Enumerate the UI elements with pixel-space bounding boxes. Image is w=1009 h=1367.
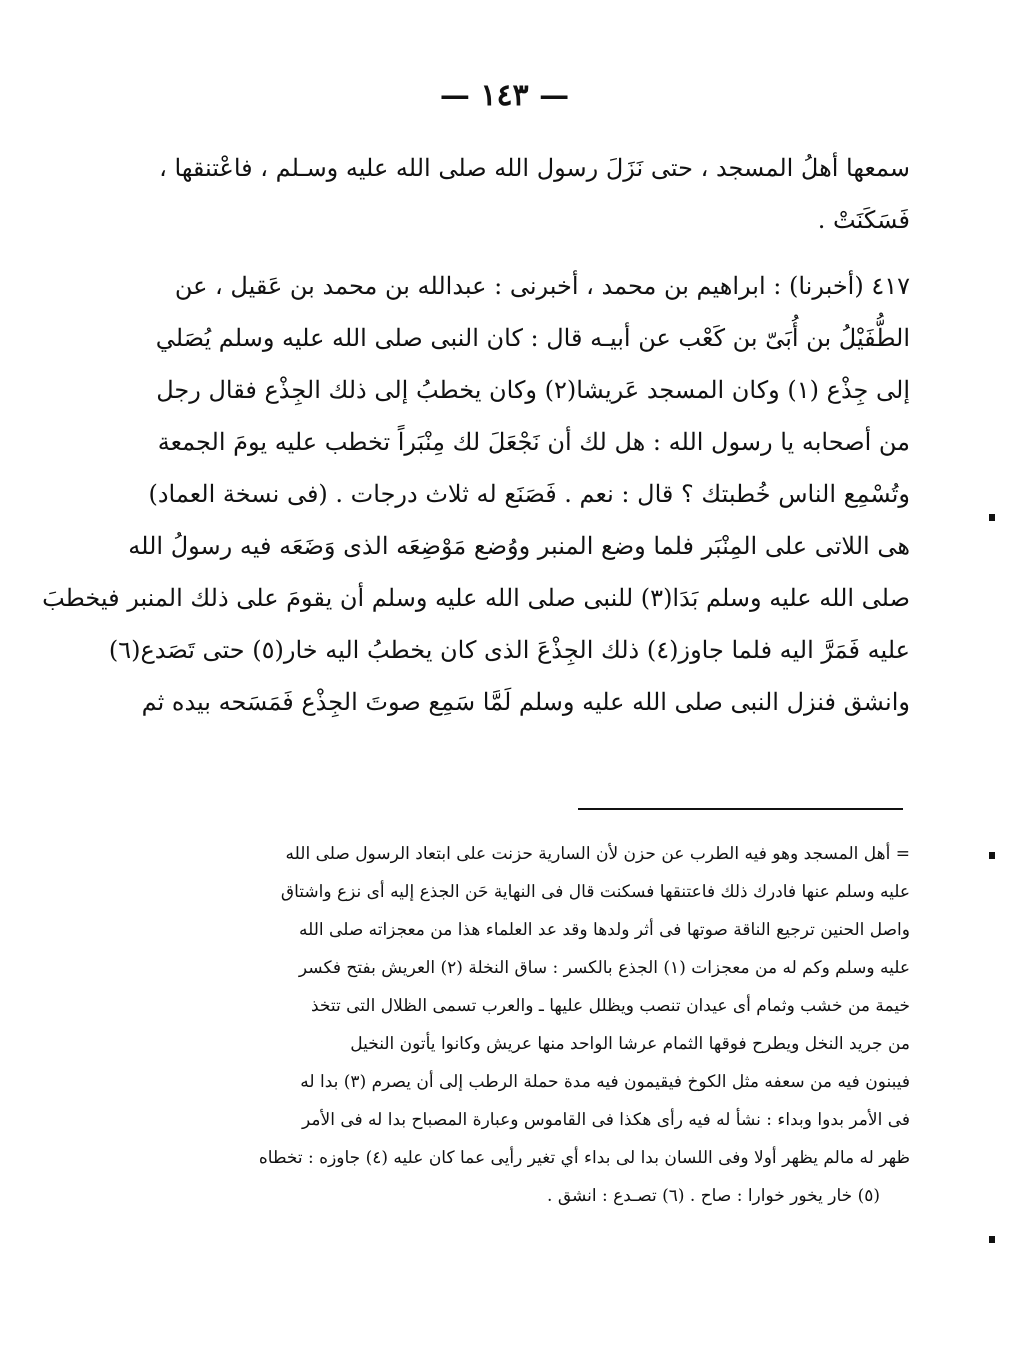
main-text-line: عليه فَمَرَّ اليه فلما جاوز(٤) ذلك الجِذْعَ الذى كان يخطبُ اليه خار(٥) حتى تَصَدع(٦) <box>108 636 910 664</box>
footnote-separator-rule <box>578 808 903 810</box>
binder-hole-mark <box>989 1236 995 1243</box>
main-text-line: هى اللاتى على المِنْبَر فلما وضع المنبر ووُضع مَوْضِعَه الذى وَضَعَه فيه رسولُ الله <box>128 532 910 560</box>
page-number: — ١٤٣ — <box>439 78 570 113</box>
binder-hole-mark <box>989 514 995 521</box>
main-text-line: الطُّفَيْلُ بن أُبَىّ بن كَعْب عن أبيـه قال : كان النبى صلى الله عليه وسلم يُصَلي <box>155 324 910 352</box>
binder-hole-mark <box>989 852 995 859</box>
main-text-line: ٤١٧ (أخبرنا) : ابراهيم بن محمد ، أخبرنى : عبدالله بن محمد بن عَقيل ، عن <box>174 272 910 300</box>
main-text-line: وانشق فنزل النبى صلى الله عليه وسلم لَمَّا سَمِع صوتَ الجِذْع فَمَسَحه بيده ثم <box>141 688 910 716</box>
main-text-line: فَسَكَنَتْ . <box>817 206 910 234</box>
footnote-line: (٥) خار يخور خوارا : صاح . (٦) تصـدع : انشق . <box>547 1186 880 1206</box>
footnote-line: واصل الحنين ترجيع الناقة صوتها فى أثر ولدها وقد عد العلماء هذا من معجزاته صلى الله <box>298 920 910 940</box>
footnote-line: فى الأمر بدوا وبداء : نشأ له فيه رأى هكذا فى القاموس وعبارة المصباح بدا له فى الأمر <box>302 1110 910 1130</box>
main-text-line: سمعها أهلُ المسجد ، حتى نَزَلَ رسول الله صلى الله عليه وسـلم ، فاعْتنقها ، <box>159 154 910 182</box>
paragraph-spacer <box>190 246 910 260</box>
main-text-line: صلى الله عليه وسلم بَدَا(٣) للنبى صلى الله عليه وسلم أن يقومَ على ذلك المنبر فيخطبَ <box>42 584 910 612</box>
footnote-line: عليه وسلم عنها فادرك ذلك فاعتنقها فسكنت قال فى النهاية حَن الجذع إليه أى نزع واشتاق <box>280 882 910 902</box>
footnotes <box>188 835 910 1215</box>
main-text-line: من أصحابه يا رسول الله : هل لك أن نَجْعَلَ لك مِنْبَراً تخطب عليه يومَ الجمعة <box>157 428 910 456</box>
main-text-line: إلى جِذْع (١) وكان المسجد عَريشا(٢) وكان يخطبُ إلى ذلك الجِذْع فقال رجل <box>156 376 910 404</box>
footnote-line: خيمة من خشب وثمام أى عيدان تنصب ويظلل عليها ـ والعرب تسمى الظلال التى تتخذ <box>310 996 910 1016</box>
main-text <box>42 142 910 728</box>
footnote-line: ظهر له مالم يظهر أولا وفى اللسان بدا لى بداء أي تغير رأيى عما كان عليه (٤) جاوزه : تخطاه <box>258 1148 910 1168</box>
main-text-line: وتُسْمِع الناس خُطبتك ؟ قال : نعم . فَصَنَع له ثلاث درجات . (فى نسخة العماد) <box>148 480 910 508</box>
footnote-line: عليه وسلم وكم له من معجزات (١) الجذع بالكسر : ساق النخلة (٢) العريش بفتح فكسر <box>298 958 910 978</box>
footnote-line: من جريد النخل ويطرح فوقها الثمام عرشا الواحد منها عريش وكانوا يأتون النخيل <box>350 1034 910 1054</box>
footnote-line: = أهل المسجد وهو فيه الطرب عن حزن لأن السارية حزنت على ابتعاد الرسول صلى الله <box>285 844 910 864</box>
footnote-line: فيبنون فيه من سعفه مثل الكوخ فيقيمون فيه مدة حملة الرطب إلى أن يصرم (٣) بدا له <box>300 1072 910 1092</box>
